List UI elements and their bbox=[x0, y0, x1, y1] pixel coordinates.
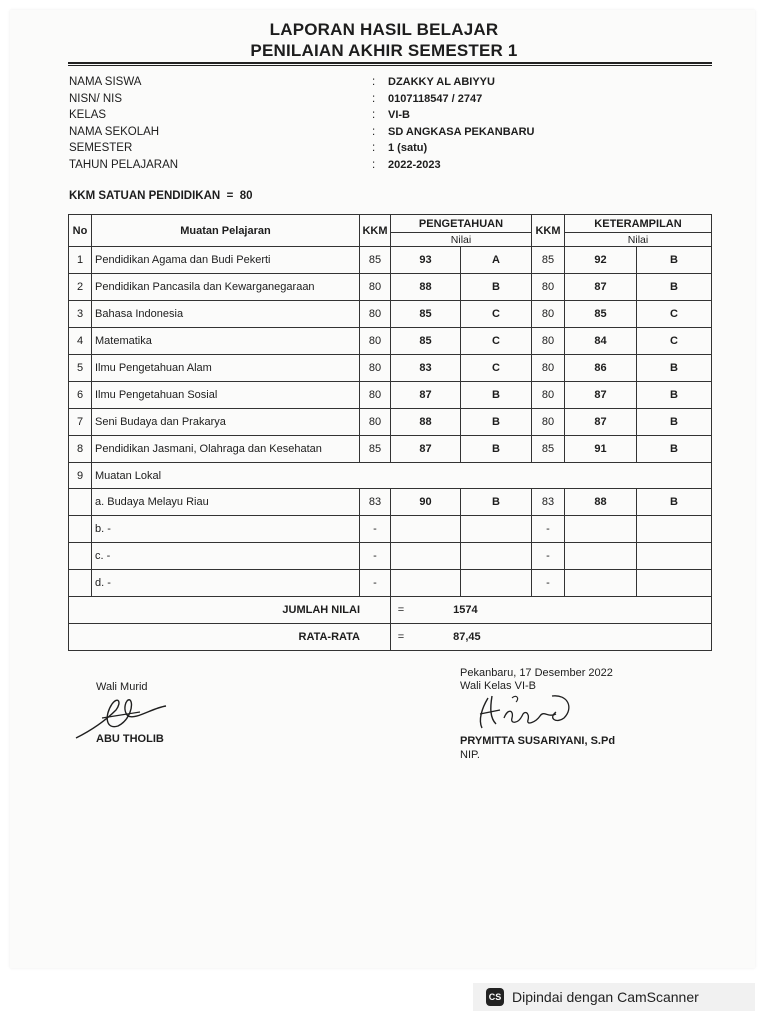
row-skills-score bbox=[565, 570, 637, 597]
row-skills-score: 85 bbox=[565, 301, 637, 328]
row-knowledge-predicate bbox=[461, 516, 532, 543]
row-skills-score: 91 bbox=[565, 436, 637, 463]
header-knowledge: PENGETAHUAN bbox=[391, 215, 532, 233]
row-kkm-skills: 80 bbox=[532, 409, 565, 436]
row-subject: Muatan Lokal bbox=[92, 463, 712, 489]
row-knowledge-predicate: B bbox=[461, 382, 532, 409]
parent-name: ABU THOLIB bbox=[96, 733, 164, 745]
local-header-row bbox=[69, 463, 712, 489]
row-skills-predicate bbox=[637, 543, 712, 570]
local-row bbox=[69, 489, 712, 516]
row-subject: Bahasa Indonesia bbox=[92, 301, 360, 328]
info-value: SD ANGKASA PEKANBARU bbox=[388, 125, 535, 138]
row-skills-predicate: B bbox=[637, 355, 712, 382]
row-knowledge-score: 93 bbox=[391, 247, 461, 274]
row-skills-score bbox=[565, 516, 637, 543]
camscanner-icon: CS bbox=[486, 988, 504, 1006]
row-subject: Pendidikan Pancasila dan Kewarganegaraan bbox=[92, 274, 360, 301]
row-knowledge-score bbox=[391, 516, 461, 543]
local-row bbox=[69, 516, 712, 543]
info-label: NAMA SEKOLAH bbox=[69, 125, 160, 138]
camscanner-badge bbox=[473, 983, 755, 1011]
row-knowledge-score: 87 bbox=[391, 436, 461, 463]
total-eq: = bbox=[397, 604, 405, 616]
info-label: NAMA SISWA bbox=[69, 76, 142, 88]
row-skills-score: 92 bbox=[565, 247, 637, 274]
grades-table bbox=[68, 214, 712, 651]
row-knowledge-score: 88 bbox=[391, 409, 461, 436]
row-knowledge-score bbox=[391, 543, 461, 570]
table-row bbox=[69, 301, 712, 328]
total-value: 1574 bbox=[453, 604, 478, 616]
row-skills-score: 87 bbox=[565, 274, 637, 301]
row-no bbox=[69, 516, 92, 543]
info-colon: : bbox=[372, 76, 376, 88]
row-subject: Matematika bbox=[92, 328, 360, 355]
row-no: 2 bbox=[69, 274, 92, 301]
row-no bbox=[69, 489, 92, 516]
row-knowledge-predicate: C bbox=[461, 301, 532, 328]
row-kkm-knowledge: 80 bbox=[360, 409, 391, 436]
row-kkm-knowledge: 85 bbox=[360, 436, 391, 463]
row-knowledge-predicate bbox=[461, 570, 532, 597]
row-knowledge-predicate: C bbox=[461, 328, 532, 355]
row-subject: Pendidikan Jasmani, Olahraga dan Kesehatan bbox=[92, 436, 360, 463]
row-subject: c. - bbox=[92, 543, 360, 570]
row-no: 6 bbox=[69, 382, 92, 409]
row-kkm-knowledge: 83 bbox=[360, 489, 391, 516]
info-label: KELAS bbox=[69, 109, 107, 121]
row-kkm-skills: 85 bbox=[532, 247, 565, 274]
row-skills-predicate: C bbox=[637, 328, 712, 355]
row-kkm-skills: 80 bbox=[532, 328, 565, 355]
info-label: NISN/ NIS bbox=[69, 92, 123, 105]
row-knowledge-predicate: B bbox=[461, 436, 532, 463]
total-row bbox=[69, 597, 712, 624]
average-label: RATA-RATA bbox=[69, 624, 391, 651]
row-skills-score: 84 bbox=[565, 328, 637, 355]
row-kkm-knowledge: - bbox=[360, 570, 391, 597]
info-row bbox=[69, 93, 534, 110]
local-row bbox=[69, 543, 712, 570]
header-skills: KETERAMPILAN bbox=[565, 215, 712, 233]
row-knowledge-score: 85 bbox=[391, 301, 461, 328]
row-knowledge-predicate: B bbox=[461, 274, 532, 301]
table-row bbox=[69, 382, 712, 409]
row-kkm-skills: 83 bbox=[532, 489, 565, 516]
row-skills-predicate: B bbox=[637, 409, 712, 436]
row-no: 3 bbox=[69, 301, 92, 328]
info-value: DZAKKY AL ABIYYU bbox=[388, 76, 495, 88]
row-knowledge-score: 88 bbox=[391, 274, 461, 301]
info-row bbox=[69, 109, 534, 126]
row-no: 5 bbox=[69, 355, 92, 382]
info-colon: : bbox=[372, 125, 376, 138]
row-kkm-knowledge: 80 bbox=[360, 328, 391, 355]
row-kkm-knowledge: 80 bbox=[360, 382, 391, 409]
header-subject: Muatan Pelajaran bbox=[92, 215, 360, 247]
info-row bbox=[69, 76, 534, 93]
table-row bbox=[69, 274, 712, 301]
row-skills-predicate bbox=[637, 570, 712, 597]
teacher-signature bbox=[452, 688, 582, 738]
row-knowledge-predicate: B bbox=[461, 489, 532, 516]
info-row bbox=[69, 159, 534, 176]
row-kkm-knowledge: 80 bbox=[360, 355, 391, 382]
average-eq: = bbox=[397, 631, 405, 643]
row-knowledge-score: 83 bbox=[391, 355, 461, 382]
teacher-title: Wali Kelas VI-B bbox=[460, 680, 537, 692]
header-knowledge-nilai: Nilai bbox=[391, 233, 532, 247]
row-kkm-skills: 80 bbox=[532, 355, 565, 382]
row-kkm-skills: 80 bbox=[532, 274, 565, 301]
header-kkm-knowledge: KKM bbox=[360, 215, 391, 247]
info-colon: : bbox=[372, 142, 376, 154]
average-row bbox=[69, 624, 712, 651]
row-no: 9 bbox=[69, 463, 92, 489]
row-kkm-skills: - bbox=[532, 570, 565, 597]
row-skills-predicate: B bbox=[637, 382, 712, 409]
row-knowledge-score: 85 bbox=[391, 328, 461, 355]
table-row bbox=[69, 436, 712, 463]
average-cell bbox=[391, 624, 712, 651]
row-skills-score bbox=[565, 543, 637, 570]
header-no: No bbox=[69, 215, 92, 247]
average-value: 87,45 bbox=[453, 631, 481, 643]
row-knowledge-score bbox=[391, 570, 461, 597]
teacher-name: PRYMITTA SUSARIYANI, S.Pd bbox=[460, 735, 616, 747]
header-rule bbox=[68, 62, 712, 64]
parent-title: Wali Murid bbox=[96, 681, 148, 693]
row-subject: Ilmu Pengetahuan Alam bbox=[92, 355, 360, 382]
row-skills-score: 86 bbox=[565, 355, 637, 382]
info-colon: : bbox=[372, 158, 376, 171]
row-kkm-knowledge: 85 bbox=[360, 247, 391, 274]
kkm-satuan bbox=[69, 190, 253, 202]
row-knowledge-predicate: B bbox=[461, 409, 532, 436]
table-row bbox=[69, 355, 712, 382]
row-subject: Pendidikan Agama dan Budi Pekerti bbox=[92, 247, 360, 274]
info-colon: : bbox=[372, 92, 376, 105]
teacher-nip: NIP. bbox=[460, 749, 480, 761]
row-skills-predicate: B bbox=[637, 247, 712, 274]
local-row bbox=[69, 570, 712, 597]
kkm-satuan-value: 80 bbox=[239, 190, 253, 202]
table-row bbox=[69, 328, 712, 355]
report-title: LAPORAN HASIL BELAJAR bbox=[269, 20, 499, 39]
row-no: 4 bbox=[69, 328, 92, 355]
header-rule-thin bbox=[68, 65, 712, 66]
info-row bbox=[69, 142, 534, 159]
row-skills-predicate: B bbox=[637, 489, 712, 516]
info-label: TAHUN PELAJARAN bbox=[69, 158, 179, 171]
student-info bbox=[69, 76, 534, 175]
report-subtitle: PENILAIAN AKHIR SEMESTER 1 bbox=[250, 41, 518, 60]
row-skills-predicate bbox=[637, 516, 712, 543]
row-skills-score: 88 bbox=[565, 489, 637, 516]
info-colon: : bbox=[372, 109, 376, 121]
total-label: JUMLAH NILAI bbox=[69, 597, 391, 624]
row-kkm-knowledge: 80 bbox=[360, 301, 391, 328]
row-no bbox=[69, 543, 92, 570]
row-subject: b. - bbox=[92, 516, 360, 543]
row-knowledge-predicate: C bbox=[461, 355, 532, 382]
camscanner-text: Dipindai dengan CamScanner bbox=[512, 989, 699, 1005]
place-date: Pekanbaru, 17 Desember 2022 bbox=[460, 667, 613, 679]
row-kkm-skills: - bbox=[532, 516, 565, 543]
row-skills-predicate: B bbox=[637, 436, 712, 463]
row-skills-predicate: C bbox=[637, 301, 712, 328]
row-kkm-skills: 80 bbox=[532, 301, 565, 328]
row-no bbox=[69, 570, 92, 597]
row-kkm-skills: 85 bbox=[532, 436, 565, 463]
row-subject: Seni Budaya dan Prakarya bbox=[92, 409, 360, 436]
row-knowledge-score: 87 bbox=[391, 382, 461, 409]
total-cell bbox=[391, 597, 712, 624]
row-knowledge-predicate bbox=[461, 543, 532, 570]
row-kkm-knowledge: - bbox=[360, 516, 391, 543]
table-row bbox=[69, 247, 712, 274]
header-skills-nilai: Nilai bbox=[565, 233, 712, 247]
kkm-satuan-label: KKM SATUAN PENDIDIKAN bbox=[69, 190, 221, 202]
row-subject: a. Budaya Melayu Riau bbox=[92, 489, 360, 516]
info-value: 1 (satu) bbox=[388, 142, 428, 154]
row-kkm-skills: 80 bbox=[532, 382, 565, 409]
info-row bbox=[69, 126, 534, 143]
row-skills-score: 87 bbox=[565, 409, 637, 436]
header-kkm-skills: KKM bbox=[532, 215, 565, 247]
row-skills-predicate: B bbox=[637, 274, 712, 301]
row-skills-score: 87 bbox=[565, 382, 637, 409]
kkm-satuan-eq: = bbox=[226, 190, 234, 202]
row-knowledge-predicate: A bbox=[461, 247, 532, 274]
row-subject: Ilmu Pengetahuan Sosial bbox=[92, 382, 360, 409]
table-row bbox=[69, 409, 712, 436]
row-no: 7 bbox=[69, 409, 92, 436]
row-kkm-knowledge: 80 bbox=[360, 274, 391, 301]
row-subject: d. - bbox=[92, 570, 360, 597]
row-no: 1 bbox=[69, 247, 92, 274]
row-kkm-skills: - bbox=[532, 543, 565, 570]
info-value: 2022-2023 bbox=[388, 158, 441, 171]
info-value: 0107118547 / 2747 bbox=[388, 92, 483, 105]
info-value: VI-B bbox=[388, 109, 410, 121]
info-label: SEMESTER bbox=[69, 142, 133, 154]
row-kkm-knowledge: - bbox=[360, 543, 391, 570]
row-no: 8 bbox=[69, 436, 92, 463]
row-knowledge-score: 90 bbox=[391, 489, 461, 516]
